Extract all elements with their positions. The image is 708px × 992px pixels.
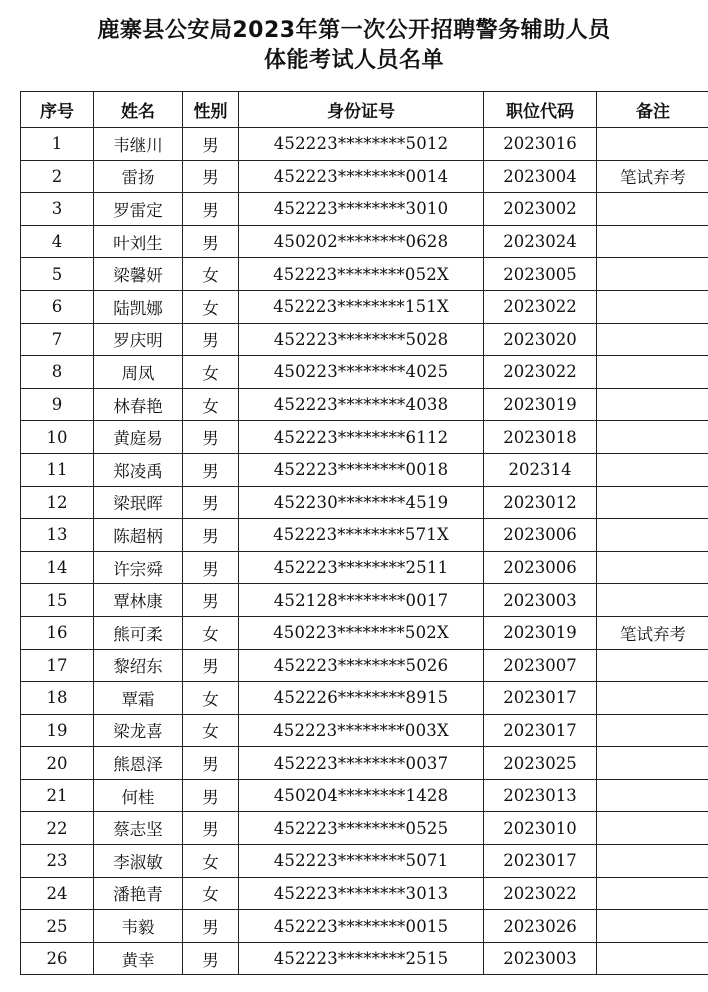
cell-remarks [597,519,708,552]
cell-remarks [597,747,708,780]
cell-id-number: 452223********151X [239,290,484,323]
table-row [21,486,708,519]
cell-position-code: 2023002 [484,193,597,226]
table-header-row [21,92,708,128]
cell-id-number: 452230********4519 [239,486,484,519]
cell-gender: 男 [183,225,239,258]
cell-remarks [597,290,708,323]
cell-gender: 女 [183,877,239,910]
cell-name: 许宗舜 [94,551,183,584]
cell-gender: 男 [183,584,239,617]
cell-remarks [597,649,708,682]
cell-gender: 男 [183,910,239,943]
table-body [21,128,708,975]
table-row [21,616,708,649]
cell-serial-number: 8 [21,356,94,389]
cell-serial-number: 2 [21,160,94,193]
cell-serial-number: 3 [21,193,94,226]
cell-id-number: 452223********0018 [239,453,484,486]
header-id-number: 身份证号 [239,92,484,128]
cell-name: 覃林康 [94,584,183,617]
table-row [21,128,708,161]
cell-position-code: 2023024 [484,225,597,258]
cell-gender: 女 [183,616,239,649]
table-row [21,812,708,845]
table-row [21,421,708,454]
table-row [21,323,708,356]
cell-name: 雷扬 [94,160,183,193]
cell-serial-number: 22 [21,812,94,845]
cell-remarks [597,584,708,617]
cell-position-code: 2023010 [484,812,597,845]
cell-name: 韦毅 [94,910,183,943]
cell-name: 黄幸 [94,942,183,975]
cell-gender: 男 [183,193,239,226]
cell-position-code: 2023003 [484,584,597,617]
table-row [21,551,708,584]
cell-name: 罗雷定 [94,193,183,226]
table-row [21,388,708,421]
document-subtitle: 体能考试人员名单 [263,48,444,73]
cell-position-code: 2023020 [484,323,597,356]
cell-position-code: 2023022 [484,290,597,323]
cell-gender: 男 [183,812,239,845]
cell-name: 黎绍东 [94,649,183,682]
cell-serial-number: 19 [21,714,94,747]
cell-id-number: 452223********003X [239,714,484,747]
cell-gender: 男 [183,453,239,486]
cell-serial-number: 10 [21,421,94,454]
cell-position-code: 2023003 [484,942,597,975]
cell-id-number: 452223********3010 [239,193,484,226]
cell-gender: 女 [183,388,239,421]
cell-position-code: 2023026 [484,910,597,943]
cell-serial-number: 23 [21,845,94,878]
cell-id-number: 452223********3013 [239,877,484,910]
cell-name: 黄庭易 [94,421,183,454]
cell-gender: 男 [183,551,239,584]
cell-position-code: 2023004 [484,160,597,193]
cell-serial-number: 18 [21,682,94,715]
cell-serial-number: 7 [21,323,94,356]
cell-remarks: 笔试弃考 [597,160,708,193]
cell-position-code: 2023006 [484,519,597,552]
cell-remarks [597,453,708,486]
cell-id-number: 450223********502X [239,616,484,649]
cell-id-number: 452223********0525 [239,812,484,845]
cell-position-code: 2023017 [484,682,597,715]
cell-remarks [597,323,708,356]
cell-serial-number: 16 [21,616,94,649]
cell-serial-number: 11 [21,453,94,486]
cell-name: 覃霜 [94,682,183,715]
cell-remarks [597,486,708,519]
cell-remarks [597,421,708,454]
cell-id-number: 452223********2515 [239,942,484,975]
cell-id-number: 452223********5028 [239,323,484,356]
cell-gender: 女 [183,258,239,291]
cell-serial-number: 26 [21,942,94,975]
cell-remarks [597,258,708,291]
cell-id-number: 452223********2511 [239,551,484,584]
cell-name: 梁珉晖 [94,486,183,519]
cell-id-number: 452226********8915 [239,682,484,715]
cell-position-code: 2023025 [484,747,597,780]
cell-remarks [597,388,708,421]
cell-name: 蔡志坚 [94,812,183,845]
cell-id-number: 452223********052X [239,258,484,291]
cell-remarks [597,779,708,812]
cell-gender: 男 [183,421,239,454]
cell-name: 罗庆明 [94,323,183,356]
cell-gender: 男 [183,160,239,193]
document-title: 鹿寨县公安局2023年第一次公开招聘警务辅助人员 [97,18,611,43]
cell-remarks [597,193,708,226]
cell-remarks [597,877,708,910]
cell-serial-number: 24 [21,877,94,910]
table-row [21,453,708,486]
cell-id-number: 452223********0015 [239,910,484,943]
cell-position-code: 2023016 [484,128,597,161]
cell-remarks [597,356,708,389]
table-row [21,160,708,193]
header-serial-number: 序号 [21,92,94,128]
cell-name: 熊可柔 [94,616,183,649]
cell-position-code: 2023019 [484,388,597,421]
cell-name: 梁馨妍 [94,258,183,291]
cell-name: 韦继川 [94,128,183,161]
cell-remarks [597,128,708,161]
cell-gender: 男 [183,519,239,552]
header-gender: 性别 [183,92,239,128]
cell-id-number: 452223********5026 [239,649,484,682]
cell-position-code: 2023006 [484,551,597,584]
cell-position-code: 2023007 [484,649,597,682]
cell-name: 梁龙喜 [94,714,183,747]
cell-gender: 女 [183,845,239,878]
cell-id-number: 452223********571X [239,519,484,552]
cell-position-code: 2023018 [484,421,597,454]
cell-remarks [597,682,708,715]
cell-position-code: 2023017 [484,714,597,747]
cell-name: 叶刘生 [94,225,183,258]
cell-position-code: 2023019 [484,616,597,649]
cell-name: 熊恩泽 [94,747,183,780]
cell-name: 郑凌禹 [94,453,183,486]
cell-id-number: 452223********4038 [239,388,484,421]
table-row [21,779,708,812]
cell-name: 陈超柄 [94,519,183,552]
cell-gender: 男 [183,486,239,519]
cell-id-number: 452223********5012 [239,128,484,161]
table-row [21,845,708,878]
cell-position-code: 2023012 [484,486,597,519]
cell-serial-number: 5 [21,258,94,291]
cell-gender: 女 [183,714,239,747]
cell-position-code: 2023022 [484,877,597,910]
cell-gender: 男 [183,649,239,682]
cell-name: 潘艳青 [94,877,183,910]
cell-serial-number: 21 [21,779,94,812]
table-row [21,193,708,226]
cell-serial-number: 1 [21,128,94,161]
cell-gender: 女 [183,356,239,389]
cell-serial-number: 17 [21,649,94,682]
table-row [21,519,708,552]
cell-gender: 男 [183,747,239,780]
cell-remarks [597,845,708,878]
table-row [21,584,708,617]
cell-id-number: 452128********0017 [239,584,484,617]
cell-serial-number: 6 [21,290,94,323]
header-remarks: 备注 [597,92,708,128]
cell-id-number: 452223********5071 [239,845,484,878]
cell-serial-number: 13 [21,519,94,552]
cell-serial-number: 9 [21,388,94,421]
table-row [21,225,708,258]
cell-serial-number: 4 [21,225,94,258]
cell-id-number: 452223********0037 [239,747,484,780]
cell-name: 周凤 [94,356,183,389]
cell-remarks [597,910,708,943]
table-row [21,649,708,682]
cell-serial-number: 20 [21,747,94,780]
cell-position-code: 2023005 [484,258,597,291]
cell-gender: 女 [183,290,239,323]
table-row [21,714,708,747]
cell-remarks [597,714,708,747]
table-row [21,356,708,389]
cell-gender: 男 [183,779,239,812]
cell-name: 林春艳 [94,388,183,421]
cell-serial-number: 15 [21,584,94,617]
table-row [21,258,708,291]
table-row [21,747,708,780]
cell-id-number: 450204********1428 [239,779,484,812]
header-name: 姓名 [94,92,183,128]
cell-serial-number: 25 [21,910,94,943]
cell-serial-number: 12 [21,486,94,519]
cell-remarks [597,942,708,975]
candidate-table [20,91,708,975]
cell-name: 李淑敏 [94,845,183,878]
cell-remarks: 笔试弃考 [597,616,708,649]
cell-gender: 男 [183,942,239,975]
cell-position-code: 2023013 [484,779,597,812]
table-row [21,910,708,943]
cell-position-code: 202314 [484,453,597,486]
cell-remarks [597,812,708,845]
cell-remarks [597,551,708,584]
cell-gender: 男 [183,128,239,161]
table-row [21,290,708,323]
cell-position-code: 2023017 [484,845,597,878]
cell-id-number: 450202********0628 [239,225,484,258]
cell-id-number: 450223********4025 [239,356,484,389]
table-row [21,942,708,975]
cell-position-code: 2023022 [484,356,597,389]
header-position-code: 职位代码 [484,92,597,128]
cell-id-number: 452223********6112 [239,421,484,454]
table-row [21,682,708,715]
cell-remarks [597,225,708,258]
table-row [21,877,708,910]
cell-serial-number: 14 [21,551,94,584]
cell-gender: 男 [183,323,239,356]
cell-name: 陆凯娜 [94,290,183,323]
cell-gender: 女 [183,682,239,715]
cell-name: 何桂 [94,779,183,812]
cell-id-number: 452223********0014 [239,160,484,193]
